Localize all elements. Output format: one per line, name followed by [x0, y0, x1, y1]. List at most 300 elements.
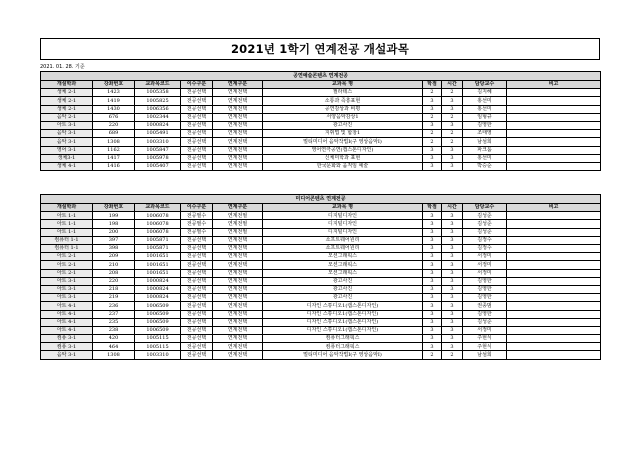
cell-hours: 3 [442, 121, 463, 129]
cell-course-name: 디자인 스튜디오1(캡스톤디자인) [263, 318, 423, 326]
cell-course-code: 1006509 [135, 318, 181, 326]
cell-remarks [507, 277, 601, 285]
table-row [41, 228, 601, 236]
cell-hours: 3 [442, 212, 463, 220]
cell-remarks [507, 269, 601, 277]
cell-professor: 홍선미 [463, 97, 507, 105]
column-header-link-type: 연계구분 [213, 81, 263, 89]
table-row [41, 162, 601, 170]
cell-credits: 3 [423, 162, 442, 170]
cell-dept: 컴퓨터 1-1 [41, 236, 93, 244]
cell-link-type: 연계전택 [213, 343, 263, 351]
cell-course-code: 1005847 [135, 146, 181, 154]
cell-course-code: 1005491 [135, 130, 181, 138]
cell-course-name: 디지털디자인 [263, 220, 423, 228]
cell-credits: 3 [423, 236, 442, 244]
cell-credits: 3 [423, 269, 442, 277]
cell-professor: 김정수 [463, 236, 507, 244]
cell-professor: 서정미 [463, 261, 507, 269]
cell-credits: 3 [423, 105, 442, 113]
cell-course-name: 디자인 스튜디오1(캡스톤디자인) [263, 310, 423, 318]
column-header-course-name: 교과목 명 [263, 204, 423, 212]
cell-credits: 3 [423, 335, 442, 343]
table-row [41, 294, 601, 302]
cell-credits: 3 [423, 245, 442, 253]
cell-course-name: 디자인 스튜디오1(캡스톤디자인) [263, 302, 423, 310]
column-header-remarks: 비고 [507, 204, 601, 212]
cell-remarks [507, 343, 601, 351]
cell-dept: 아트 3-1 [41, 294, 93, 302]
cell-dept: 음악 3-1 [41, 351, 93, 359]
cell-credits: 2 [423, 351, 442, 359]
table-row [41, 269, 601, 277]
cell-section-no: 200 [93, 228, 135, 236]
cell-course-code: 1000824 [135, 294, 181, 302]
cell-section-no: 397 [93, 236, 135, 244]
cell-course-name: 멀티미디어 음악작법I(구 영상음악I) [263, 138, 423, 146]
cell-credits: 3 [423, 343, 442, 351]
cell-link-type: 연계전택 [213, 146, 263, 154]
cell-section-no: 464 [93, 343, 135, 351]
cell-section-no: 1162 [93, 146, 135, 154]
cell-section-no: 220 [93, 121, 135, 129]
cell-professor: 조태영 [463, 130, 507, 138]
cell-link-type: 연계전택 [213, 253, 263, 261]
cell-dept: 생체 2-1 [41, 97, 93, 105]
cell-completion-type: 전공필수 [181, 220, 213, 228]
cell-dept: 아트 2-1 [41, 261, 93, 269]
cell-course-code: 1001651 [135, 269, 181, 277]
cell-completion-type: 전공선택 [181, 269, 213, 277]
cell-hours: 3 [442, 162, 463, 170]
cell-link-type: 연계전택 [213, 89, 263, 97]
cell-professor: 김정수 [463, 245, 507, 253]
cell-remarks [507, 97, 601, 105]
cell-remarks [507, 310, 601, 318]
cell-hours: 2 [442, 113, 463, 121]
cell-credits: 3 [423, 212, 442, 220]
cell-dept: 생체 4-1 [41, 162, 93, 170]
cell-course-name: 광고사진 [263, 285, 423, 293]
cell-professor: 김영한 [463, 285, 507, 293]
cell-course-code: 1001651 [135, 253, 181, 261]
cell-link-type: 연계전택 [213, 154, 263, 162]
cell-credits: 3 [423, 302, 442, 310]
cell-professor: 김영한 [463, 310, 507, 318]
table-row [41, 212, 601, 220]
column-header-professor: 담당교수 [463, 204, 507, 212]
cell-credits: 3 [423, 285, 442, 293]
cell-remarks [507, 318, 601, 326]
cell-remarks [507, 351, 601, 359]
cell-section-no: 1417 [93, 154, 135, 162]
table-row [41, 236, 601, 244]
cell-professor: 김성준 [463, 220, 507, 228]
cell-course-code: 1006509 [135, 326, 181, 334]
column-header-credits: 학점 [423, 204, 442, 212]
cell-course-name: 소프트웨어원리 [263, 236, 423, 244]
cell-completion-type: 전공선택 [181, 97, 213, 105]
column-header-credits: 학점 [423, 81, 442, 89]
cell-professor: 주현식 [463, 343, 507, 351]
column-header-section-no: 강좌번호 [93, 81, 135, 89]
column-header-course-code: 교과목코드 [135, 81, 181, 89]
cell-hours: 3 [442, 97, 463, 105]
cell-hours: 3 [442, 146, 463, 154]
cell-remarks [507, 302, 601, 310]
cell-completion-type: 전공선택 [181, 138, 213, 146]
cell-dept: 생체 2-1 [41, 105, 93, 113]
cell-course-name: 공연감상과 비평 [263, 105, 423, 113]
cell-dept: 생체 2-1 [41, 89, 93, 97]
table-row [41, 245, 601, 253]
cell-section-no: 398 [93, 245, 135, 253]
cell-course-code: 1005115 [135, 335, 181, 343]
cell-section-no: 236 [93, 302, 135, 310]
cell-hours: 3 [442, 294, 463, 302]
cell-hours: 2 [442, 89, 463, 97]
cell-hours: 3 [442, 261, 463, 269]
cell-link-type: 연계전택 [213, 326, 263, 334]
cell-link-type: 연계전택 [213, 113, 263, 121]
table-row [41, 130, 601, 138]
cell-hours: 3 [442, 285, 463, 293]
table-row [41, 351, 601, 359]
column-header-link-type: 연계구분 [213, 204, 263, 212]
cell-completion-type: 전공선택 [181, 335, 213, 343]
cell-hours: 3 [442, 105, 463, 113]
course-table [40, 194, 601, 360]
cell-course-name: 디지털디자인 [263, 212, 423, 220]
cell-remarks [507, 105, 601, 113]
cell-professor: 김영한 [463, 121, 507, 129]
cell-credits: 3 [423, 253, 442, 261]
cell-course-code: 1000824 [135, 121, 181, 129]
table-row [41, 146, 601, 154]
table-row [41, 343, 601, 351]
cell-link-type: 연계전택 [213, 310, 263, 318]
cell-dept: 음악 3-1 [41, 130, 93, 138]
cell-remarks [507, 121, 601, 129]
cell-completion-type: 전공선택 [181, 245, 213, 253]
section-gap [40, 171, 600, 194]
cell-professor: 서정미 [463, 269, 507, 277]
cell-completion-type: 전공선택 [181, 113, 213, 121]
column-header-row [41, 81, 601, 89]
column-header-professor: 담당교수 [463, 81, 507, 89]
cell-link-type: 연계전택 [213, 261, 263, 269]
cell-credits: 3 [423, 310, 442, 318]
cell-dept: 음악 2-1 [41, 113, 93, 121]
cell-section-no: 420 [93, 335, 135, 343]
cell-completion-type: 전공선택 [181, 326, 213, 334]
cell-course-code: 1006078 [135, 228, 181, 236]
cell-hours: 3 [442, 154, 463, 162]
document-title: 2021년 1학기 연계전공 개설과목 [40, 38, 600, 60]
cell-completion-type: 전공선택 [181, 236, 213, 244]
cell-course-name: 광고사진 [263, 277, 423, 285]
cell-completion-type: 전공선택 [181, 253, 213, 261]
cell-completion-type: 전공선택 [181, 261, 213, 269]
cell-professor: 김성준 [463, 228, 507, 236]
cell-credits: 2 [423, 113, 442, 121]
cell-course-name: 멀티미디어 음악작법I(구 영상음악I) [263, 351, 423, 359]
cell-course-code: 1003310 [135, 351, 181, 359]
cell-completion-type: 전공선택 [181, 285, 213, 293]
cell-completion-type: 전공선택 [181, 343, 213, 351]
cell-professor: 임형규 [463, 113, 507, 121]
cell-completion-type: 전공필수 [181, 228, 213, 236]
cell-dept: 아트 3-1 [41, 277, 93, 285]
cell-course-name: 광고사진 [263, 294, 423, 302]
cell-dept: 아트 3-1 [41, 285, 93, 293]
cell-section-no: 219 [93, 294, 135, 302]
cell-course-name: 모션그래픽스 [263, 253, 423, 261]
cell-course-code: 1002344 [135, 113, 181, 121]
cell-completion-type: 전공필수 [181, 212, 213, 220]
cell-completion-type: 전공선택 [181, 318, 213, 326]
cell-remarks [507, 228, 601, 236]
cell-section-no: 235 [93, 318, 135, 326]
section-title: 공연예술콘텐츠 연계전공 [41, 72, 601, 81]
cell-dept: 컴퓨 3-1 [41, 343, 93, 351]
cell-remarks [507, 253, 601, 261]
cell-link-type: 연계전택 [213, 121, 263, 129]
cell-link-type: 연계전택 [213, 130, 263, 138]
column-header-section-no: 강좌번호 [93, 204, 135, 212]
column-header-course-code: 교과목코드 [135, 204, 181, 212]
cell-hours: 3 [442, 318, 463, 326]
cell-link-type: 연계전택 [213, 105, 263, 113]
cell-hours: 3 [442, 269, 463, 277]
column-header-remarks: 비고 [507, 81, 601, 89]
cell-completion-type: 전공선택 [181, 310, 213, 318]
cell-dept: 아트 1-1 [41, 212, 93, 220]
cell-completion-type: 전공선택 [181, 105, 213, 113]
cell-professor: 김성준 [463, 318, 507, 326]
table-row [41, 105, 601, 113]
cell-remarks [507, 130, 601, 138]
cell-section-no: 1430 [93, 105, 135, 113]
cell-link-type: 연계전택 [213, 245, 263, 253]
cell-course-name: 소통과 즉흥표현 [263, 97, 423, 105]
cell-credits: 3 [423, 154, 442, 162]
column-header-hours: 시간 [442, 204, 463, 212]
cell-hours: 3 [442, 343, 463, 351]
cell-dept: 음악 3-1 [41, 138, 93, 146]
cell-professor: 박승순 [463, 162, 507, 170]
cell-course-code: 1006509 [135, 310, 181, 318]
cell-course-name: 소프트웨어원리 [263, 245, 423, 253]
cell-dept: 아트 1-1 [41, 220, 93, 228]
cell-credits: 3 [423, 326, 442, 334]
cell-section-no: 1308 [93, 351, 135, 359]
cell-course-code: 1001651 [135, 261, 181, 269]
cell-course-code: 1005407 [135, 162, 181, 170]
cell-section-no: 199 [93, 212, 135, 220]
cell-link-type: 연계전택 [213, 285, 263, 293]
cell-link-type: 연계전택 [213, 351, 263, 359]
cell-section-no: 210 [93, 261, 135, 269]
cell-hours: 3 [442, 220, 463, 228]
cell-completion-type: 전공선택 [181, 89, 213, 97]
cell-dept: 영어 3-1 [41, 146, 93, 154]
cell-course-name: 필라테스 [263, 89, 423, 97]
cell-remarks [507, 220, 601, 228]
cell-remarks [507, 154, 601, 162]
cell-course-code: 1006509 [135, 302, 181, 310]
cell-dept: 생체3-1 [41, 154, 93, 162]
cell-dept: 아트 4-1 [41, 326, 93, 334]
cell-course-code: 1005978 [135, 154, 181, 162]
cell-remarks [507, 113, 601, 121]
cell-course-name: 모션그래픽스 [263, 269, 423, 277]
cell-course-name: 컴퓨터그래픽스 [263, 335, 423, 343]
table-row [41, 310, 601, 318]
cell-hours: 3 [442, 310, 463, 318]
cell-credits: 3 [423, 220, 442, 228]
cell-dept: 아트 3-1 [41, 121, 93, 129]
cell-course-name: 영어연극공연(캡스톤디자인) [263, 146, 423, 154]
cell-completion-type: 전공선택 [181, 162, 213, 170]
cell-credits: 2 [423, 138, 442, 146]
cell-dept: 아트 2-1 [41, 253, 93, 261]
cell-remarks [507, 162, 601, 170]
cell-section-no: 1416 [93, 162, 135, 170]
cell-professor: 남섬희 [463, 138, 507, 146]
cell-credits: 2 [423, 89, 442, 97]
cell-course-code: 1006078 [135, 220, 181, 228]
cell-dept: 컴퓨 3-1 [41, 335, 93, 343]
cell-hours: 2 [442, 351, 463, 359]
table-row [41, 285, 601, 293]
column-header-dept: 개설학과 [41, 204, 93, 212]
cell-dept: 아트 4-1 [41, 302, 93, 310]
cell-course-name: 광고사진 [263, 121, 423, 129]
cell-course-code: 1006078 [135, 212, 181, 220]
cell-credits: 3 [423, 121, 442, 129]
table-row [41, 138, 601, 146]
table-row [41, 154, 601, 162]
cell-section-no: 689 [93, 130, 135, 138]
cell-hours: 3 [442, 326, 463, 334]
table-row [41, 89, 601, 97]
cell-course-code: 1005871 [135, 236, 181, 244]
cell-dept: 아트 4-1 [41, 318, 93, 326]
cell-professor: 김지혜 [463, 89, 507, 97]
cell-link-type: 연계전택 [213, 162, 263, 170]
cell-course-code: 1000824 [135, 277, 181, 285]
table-row [41, 318, 601, 326]
cell-hours: 3 [442, 245, 463, 253]
column-header-dept: 개설학과 [41, 81, 93, 89]
cell-link-type: 연계전택 [213, 294, 263, 302]
cell-completion-type: 전공선택 [181, 351, 213, 359]
cell-remarks [507, 146, 601, 154]
cell-professor: 파크룸 [463, 146, 507, 154]
cell-completion-type: 전공선택 [181, 294, 213, 302]
cell-completion-type: 전공선택 [181, 121, 213, 129]
table-row [41, 253, 601, 261]
cell-course-code: 1005871 [135, 245, 181, 253]
cell-hours: 2 [442, 130, 463, 138]
cell-completion-type: 전공선택 [181, 277, 213, 285]
column-header-row [41, 204, 601, 212]
cell-section-no: 220 [93, 277, 135, 285]
cell-course-code: 1003310 [135, 138, 181, 146]
cell-link-type: 연계전택 [213, 97, 263, 105]
table-row [41, 121, 601, 129]
cell-link-type: 연계전택 [213, 318, 263, 326]
cell-link-type: 연계전택 [213, 302, 263, 310]
cell-dept: 컴퓨터 1-1 [41, 245, 93, 253]
cell-remarks [507, 89, 601, 97]
cell-hours: 3 [442, 236, 463, 244]
cell-professor: 김영한 [463, 277, 507, 285]
cell-dept: 아트 2-1 [41, 269, 93, 277]
cell-completion-type: 전공선택 [181, 302, 213, 310]
cell-link-type: 연계전택 [213, 138, 263, 146]
cell-professor: 홍선미 [463, 105, 507, 113]
cell-link-type: 연계전필 [213, 220, 263, 228]
course-tables [40, 71, 600, 360]
section-header-row [41, 72, 601, 81]
cell-section-no: 237 [93, 310, 135, 318]
cell-course-name: 한국문화와 움직임 예술 [263, 162, 423, 170]
table-row [41, 113, 601, 121]
cell-course-name: 디지털디자인 [263, 228, 423, 236]
cell-section-no: 238 [93, 326, 135, 334]
cell-remarks [507, 294, 601, 302]
cell-dept: 아트 4-1 [41, 310, 93, 318]
column-header-completion-type: 이수구분 [181, 204, 213, 212]
cell-link-type: 연계전필 [213, 212, 263, 220]
cell-credits: 3 [423, 261, 442, 269]
cell-course-name: 컴퓨터그래픽스 [263, 343, 423, 351]
table-row [41, 302, 601, 310]
cell-remarks [507, 245, 601, 253]
section-header-row [41, 195, 601, 204]
cell-hours: 3 [442, 302, 463, 310]
cell-professor: 주현식 [463, 335, 507, 343]
table-row [41, 261, 601, 269]
cell-professor: 서정미 [463, 253, 507, 261]
column-header-hours: 시간 [442, 81, 463, 89]
cell-remarks [507, 326, 601, 334]
date-note: 2021. 01. 28. 기준 [40, 64, 85, 70]
cell-link-type: 연계전택 [213, 236, 263, 244]
cell-hours: 3 [442, 253, 463, 261]
cell-credits: 3 [423, 294, 442, 302]
cell-section-no: 218 [93, 285, 135, 293]
cell-credits: 3 [423, 318, 442, 326]
cell-professor: 권종범 [463, 302, 507, 310]
cell-course-name: 모션그래픽스 [263, 261, 423, 269]
cell-credits: 3 [423, 228, 442, 236]
cell-professor: 홍선미 [463, 154, 507, 162]
cell-completion-type: 전공선택 [181, 146, 213, 154]
cell-course-name: 서양음악감상1 [263, 113, 423, 121]
cell-link-type: 연계전필 [213, 228, 263, 236]
cell-hours: 3 [442, 335, 463, 343]
cell-section-no: 1419 [93, 97, 135, 105]
cell-remarks [507, 261, 601, 269]
table-row [41, 220, 601, 228]
cell-credits: 2 [423, 130, 442, 138]
cell-remarks [507, 236, 601, 244]
cell-section-no: 676 [93, 113, 135, 121]
cell-course-name: 지휘법 및 합창1 [263, 130, 423, 138]
